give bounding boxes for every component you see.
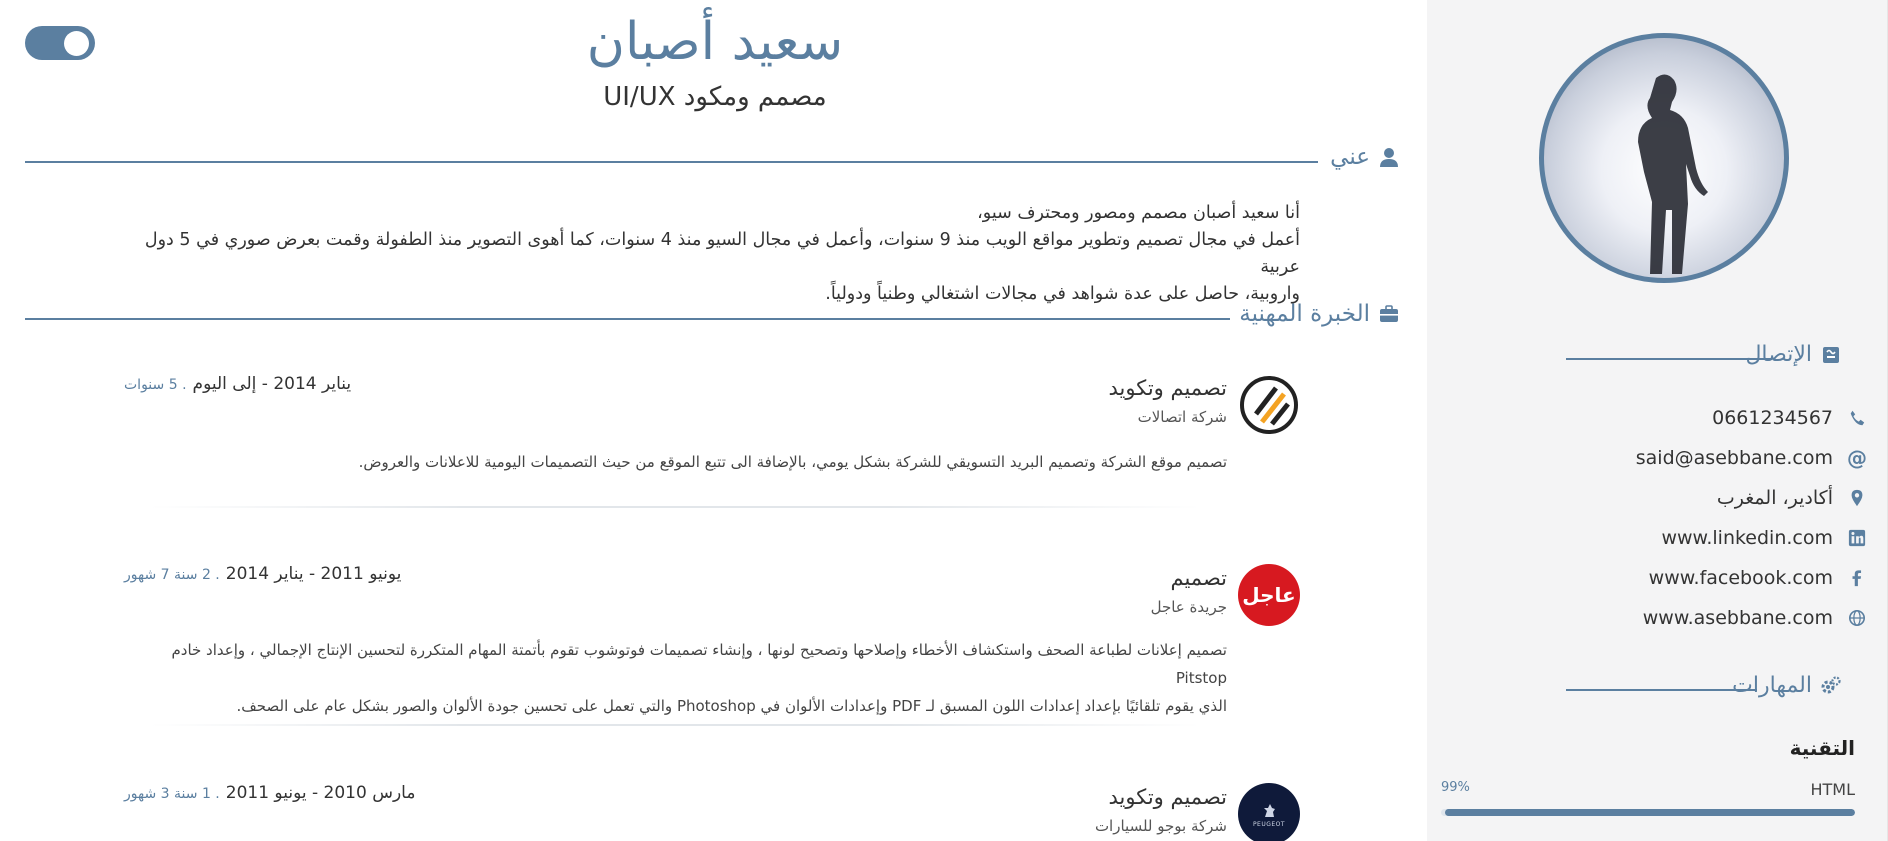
briefcase-icon [1378, 303, 1400, 325]
skills-heading [1426, 669, 1887, 709]
job-date: يناير 2014 - إلى اليوم . 5 سنوات [124, 374, 352, 394]
job-role-subtitle: مصمم ومكود UI/UX [603, 82, 827, 112]
experience-heading-line [25, 318, 1230, 320]
job-company: شركة اتصالات [1137, 408, 1227, 426]
contact-item-linkedin[interactable]: www.linkedin.com [1427, 518, 1867, 558]
job-company: شركة بوجو للسيارات [1094, 817, 1227, 835]
person-silhouette-icon [1544, 38, 1784, 278]
contact-item-facebook[interactable]: www.facebook.com [1427, 558, 1867, 598]
experience-item [120, 783, 1300, 841]
job-duration: . 1 سنة 3 شهور [124, 786, 220, 802]
page-title: سعيد أصبان [586, 12, 844, 72]
job-date: مارس 2010 - يونيو 2011 . 1 سنة 3 شهور [124, 783, 416, 803]
user-icon [1378, 146, 1400, 168]
job-description: تصميم موقع الشركة وتصميم البريد التسويقي للشركة بشكل يومي، بالإضافة الى تتبع الموقع من حيث التصميمات اليومية للاعلانات والعروض. [358, 453, 1227, 471]
gears-icon [1820, 675, 1842, 697]
company-logo-ajel: عاجل [1238, 564, 1300, 626]
contact-item-phone[interactable]: 0661234567 [1427, 398, 1867, 438]
skill-progress-fill [1445, 809, 1855, 816]
at-icon: @ [1847, 446, 1867, 470]
job-separator [150, 506, 1200, 508]
job-date: يونيو 2011 - يناير 2014 . 2 سنة 7 شهور [124, 564, 402, 584]
experience-heading [25, 301, 1400, 337]
sidebar [1427, 0, 1888, 841]
about-text [120, 200, 1300, 308]
job-duration: . 2 سنة 7 شهور [124, 567, 220, 583]
contact-heading [1426, 338, 1887, 378]
profile-photo [1539, 33, 1789, 283]
experience-item [120, 564, 1300, 734]
skill-name: HTML [1810, 780, 1855, 799]
job-title: تصميم [1170, 566, 1227, 590]
job-description: تصميم إعلانات لطباعة الصحف واستكشاف الأخطاء وإصلاحها وتصحيح لونها ، وإنشاء تصميمات فوتوشوب تقوم بأتمتة المهام المتكررة لتحسين الإنتاج الإجمالي ، وإعداد خادم Pitstop الذي يقوم تلقائيًا بإعداد إعدادات اللون المسبق لـ PDF وإعدادات الألوان في Photoshop والتي تعمل على تحسين جودة الألوان والصور بشكل عام على الصحف. [171, 641, 1227, 715]
job-title: تصميم وتكويد [1108, 376, 1227, 400]
skills-heading-label: المهارات [1732, 673, 1812, 698]
skill-group-label: التقنية [1789, 736, 1855, 760]
company-logo-peugeot: PEUGEOT [1238, 783, 1300, 841]
skill-html [1441, 780, 1855, 816]
job-company: جريدة عاجل [1150, 598, 1227, 616]
skill-percent: 99% [1441, 780, 1470, 795]
company-logo-etisalat [1238, 374, 1300, 436]
lion-icon [1259, 801, 1279, 821]
contact-item-location[interactable]: أكادير، المغرب [1427, 478, 1867, 518]
about-heading [25, 144, 1400, 180]
contact-item-email[interactable]: @ said@asebbane.com [1635, 446, 1867, 470]
about-heading-line [25, 161, 1318, 163]
about-heading-label: عني [1330, 144, 1370, 170]
facebook-icon [1847, 568, 1867, 588]
contact-list [1427, 398, 1867, 638]
contact-card-icon [1820, 344, 1842, 366]
skills-heading-line [1566, 689, 1757, 691]
job-separator [150, 724, 1200, 726]
contact-heading-label: الإتصال [1745, 342, 1812, 367]
job-title: تصميم وتكويد [1108, 785, 1227, 809]
job-duration: . 5 سنوات [124, 377, 187, 393]
phone-icon [1847, 408, 1867, 428]
contact-item-website[interactable]: www.asebbane.com [1427, 598, 1867, 638]
experience-heading-label: الخبرة المهنية [1239, 301, 1370, 327]
location-pin-icon [1847, 488, 1867, 508]
experience-item [120, 374, 1300, 514]
about-line: واروبية، حاصل على عدة شواهد في مجالات اشتغالي وطنياً ودولياً. [825, 284, 1300, 304]
skill-progress-bar [1441, 809, 1855, 816]
contact-heading-line [1566, 358, 1772, 360]
about-line: أعمل في مجال تصميم وتطوير مواقع الويب منذ 9 سنوات، وأعمل في مجال السيو منذ 4 سنوات، كما أهوى التصوير منذ الطفولة وقمت بعرض صوري في 5 دول عربية [144, 230, 1300, 277]
about-line: أنا سعيد أصبان مصمم ومصور ومحترف سيو، [977, 203, 1300, 223]
globe-icon [1847, 608, 1867, 628]
linkedin-icon [1847, 528, 1867, 548]
